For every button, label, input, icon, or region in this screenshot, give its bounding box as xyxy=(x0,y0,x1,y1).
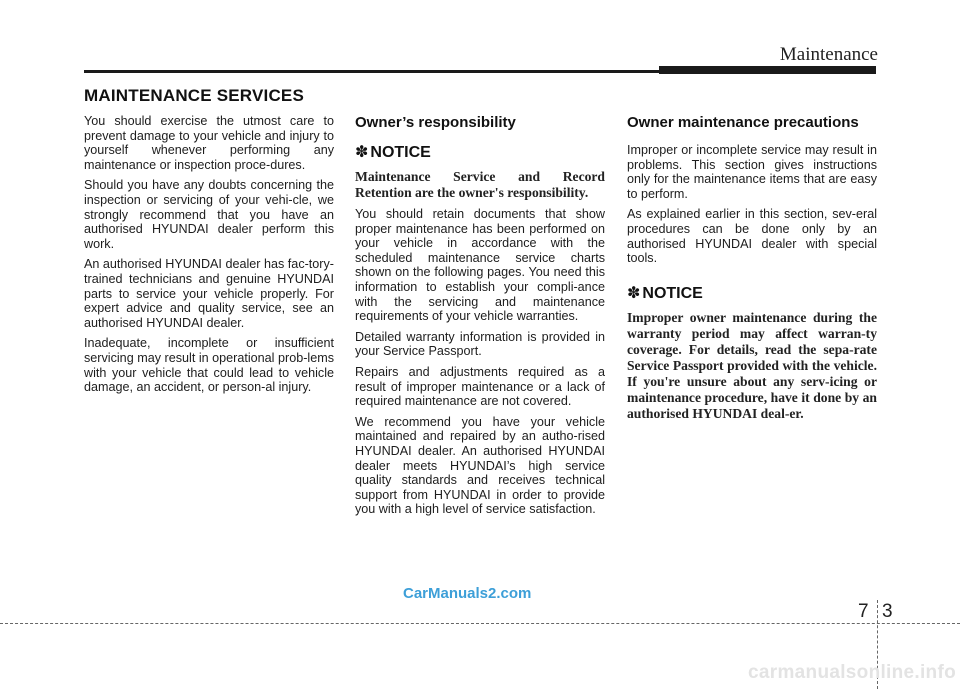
notice-text: Maintenance Service and Record Retention are the owner's responsibility. xyxy=(355,169,605,200)
paragraph: Repairs and adjustments required as a result of improper maintenance or a lack of required maintenance are not covered. xyxy=(355,364,605,409)
footer-dashed-rule xyxy=(0,623,960,624)
notice-icon: ✽ xyxy=(355,144,369,161)
column-3 xyxy=(627,114,877,428)
header-rule-thick xyxy=(659,66,876,74)
watermark-bottom: carmanualsonline.info xyxy=(748,662,956,683)
paragraph: As explained earlier in this section, sev-eral procedures can be done only by an authorised HYUNDAI dealer with special tools. xyxy=(627,207,877,266)
paragraph: We recommend you have your vehicle maintained and repaired by an autho-rised HYUNDAI dealer. An authorised HYUNDAI dealer meets HYUNDAI’s high service quality standards and receives technical support from HYUNDAI in order to provide you with a high level of service satisfaction. xyxy=(355,414,605,517)
header-rule-thin xyxy=(84,70,659,73)
owners-responsibility-heading: Owner’s responsibility xyxy=(355,114,516,131)
notice-text: Improper owner maintenance during the warranty period may affect warran-ty coverage. For details, read the sepa-rate Service Passport provided with the vehicle. If you're unsure about any serv-icing or maintenance procedure, have it done by an authorised HYUNDAI deal-er. xyxy=(627,309,877,421)
column-2 xyxy=(355,114,605,523)
chapter-number: 7 xyxy=(858,601,869,622)
section-title: MAINTENANCE SERVICES xyxy=(84,86,304,105)
page-number: 3 xyxy=(882,601,893,622)
paragraph: Improper or incomplete service may result in problems. This section gives instructions only for the maintenance items that are easy to perform. xyxy=(627,143,877,201)
chapter-title: Maintenance xyxy=(779,44,878,65)
paragraph: You should exercise the utmost care to prevent damage to your vehicle and injury to yourself whenever performing any maintenance or inspection proce-dures. xyxy=(84,114,334,172)
notice-heading xyxy=(355,143,605,163)
paragraph: You should retain documents that show proper maintenance has been performed on your vehicle in accordance with the scheduled maintenance service charts shown on the following pages. You need this information to establish your compli-ance with the servicing and maintenance requirements of your vehicle warranties. xyxy=(355,207,605,324)
notice-label: NOTICE xyxy=(370,144,431,161)
notice-icon: ✽ xyxy=(627,284,641,302)
paragraph: An authorised HYUNDAI dealer has fac-tory-trained technicians and genuine HYUNDAI parts to service your vehicle properly. For expert advice and quality service, see an authorised HYUNDAI dealer. xyxy=(84,257,334,330)
paragraph: Should you have any doubts concerning the inspection or servicing of your vehi-cle, we strongly recommend that you have an authorised HYUNDAI dealer perform this work. xyxy=(84,178,334,251)
notice-heading xyxy=(627,284,877,304)
notice-label: NOTICE xyxy=(642,284,703,302)
owner-maintenance-precautions-heading: Owner maintenance precautions xyxy=(627,114,859,131)
watermark-link[interactable]: CarManuals2.com xyxy=(403,585,532,602)
column-1 xyxy=(84,114,334,401)
paragraph: Inadequate, incomplete or insufficient servicing may result in operational prob-lems with your vehicle that could lead to vehicle damage, an accident, or person-al injury. xyxy=(84,336,334,395)
paragraph: Detailed warranty information is provided in your Service Passport. xyxy=(355,329,605,359)
